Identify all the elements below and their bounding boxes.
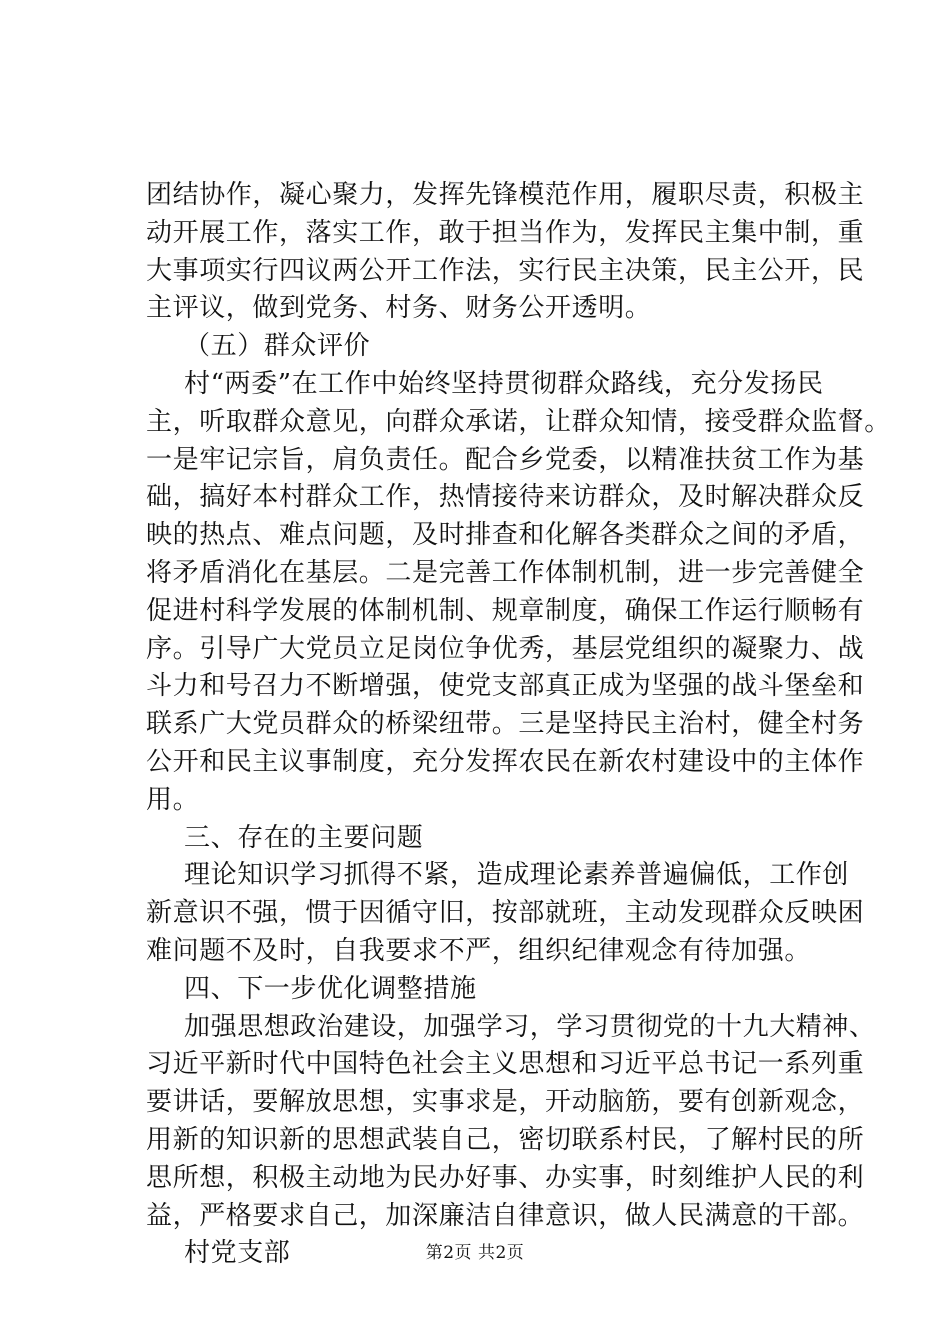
text-line: 加强思想政治建设，加强学习，学习贯彻党的十九大精神、 (184, 1011, 876, 1042)
text-line: 促进村科学发展的体制机制、规章制度，确保工作运行顺畅有 (146, 595, 865, 626)
text-line: 主，听取群众意见，向群众承诺，让群众知情，接受群众监督。 (146, 406, 891, 437)
text-line: 要讲话，要解放思想，实事求是，开动脑筋，要有创新观念， (146, 1087, 865, 1118)
text-line: 习近平新时代中国特色社会主义思想和习近平总书记一系列重 (146, 1049, 865, 1080)
text-line: 新意识不强，惯于因循守旧，按部就班，主动发现群众反映困 (146, 898, 865, 929)
text-line: 动开展工作，落实工作，敢于担当作为，发挥民主集中制，重 (146, 217, 865, 248)
text-line: 主评议，做到党务、村务、财务公开透明。 (146, 293, 652, 324)
text-line: 大事项实行四议两公开工作法，实行民主决策，民主公开，民 (146, 255, 865, 286)
text-line: 村“两委”在工作中始终坚持贯彻群众路线，充分发扬民 (184, 368, 824, 399)
text-line: 思所想，积极主动地为民办好事、办实事，时刻维护人民的利 (146, 1162, 865, 1193)
text-line: 联系广大党员群众的桥梁纽带。三是坚持民主治村，健全村务 (146, 709, 865, 740)
text-line: 用。 (146, 784, 200, 815)
text-line: 础，搞好本村群众工作，热情接待来访群众，及时解决群众反 (146, 482, 865, 513)
text-line: （五）群众评价 (184, 331, 371, 362)
text-line: 四、下一步优化调整措施 (184, 973, 477, 1004)
page-footer: 第2页 共2页 (425, 1243, 525, 1263)
document-body (146, 177, 891, 1273)
text-line: 一是牢记宗旨，肩负责任。配合乡党委，以精准扶贫工作为基 (146, 444, 865, 475)
text-line: 映的热点、难点问题，及时排查和化解各类群众之间的矛盾， (146, 520, 865, 551)
text-line: 团结协作，凝心聚力，发挥先锋模范作用，履职尽责，积极主 (146, 180, 865, 210)
text-line: 理论知识学习抓得不紧，造成理论素养普遍偏低，工作创 (184, 860, 850, 891)
text-line: 公开和民主议事制度，充分发挥农民在新农村建设中的主体作 (146, 746, 865, 777)
text-line: 三、存在的主要问题 (184, 822, 424, 853)
text-line: 将矛盾消化在基层。二是完善工作体制机制，进一步完善健全 (146, 557, 865, 588)
text-line: 益，严格要求自己，加深廉洁自律意识，做人民满意的干部。 (146, 1200, 865, 1231)
text-line: 序。引导广大党员立足岗位争优秀，基层党组织的凝聚力、战 (146, 633, 865, 664)
text-line: 难问题不及时，自我要求不严，组织纪律观念有待加强。 (146, 935, 812, 966)
text-line: 用新的知识新的思想武装自己，密切联系村民，了解村民的所 (146, 1124, 865, 1155)
text-line: 斗力和号召力不断增强，使党支部真正成为坚强的战斗堡垒和 (146, 671, 865, 702)
text-line: 村党支部 (184, 1238, 291, 1269)
